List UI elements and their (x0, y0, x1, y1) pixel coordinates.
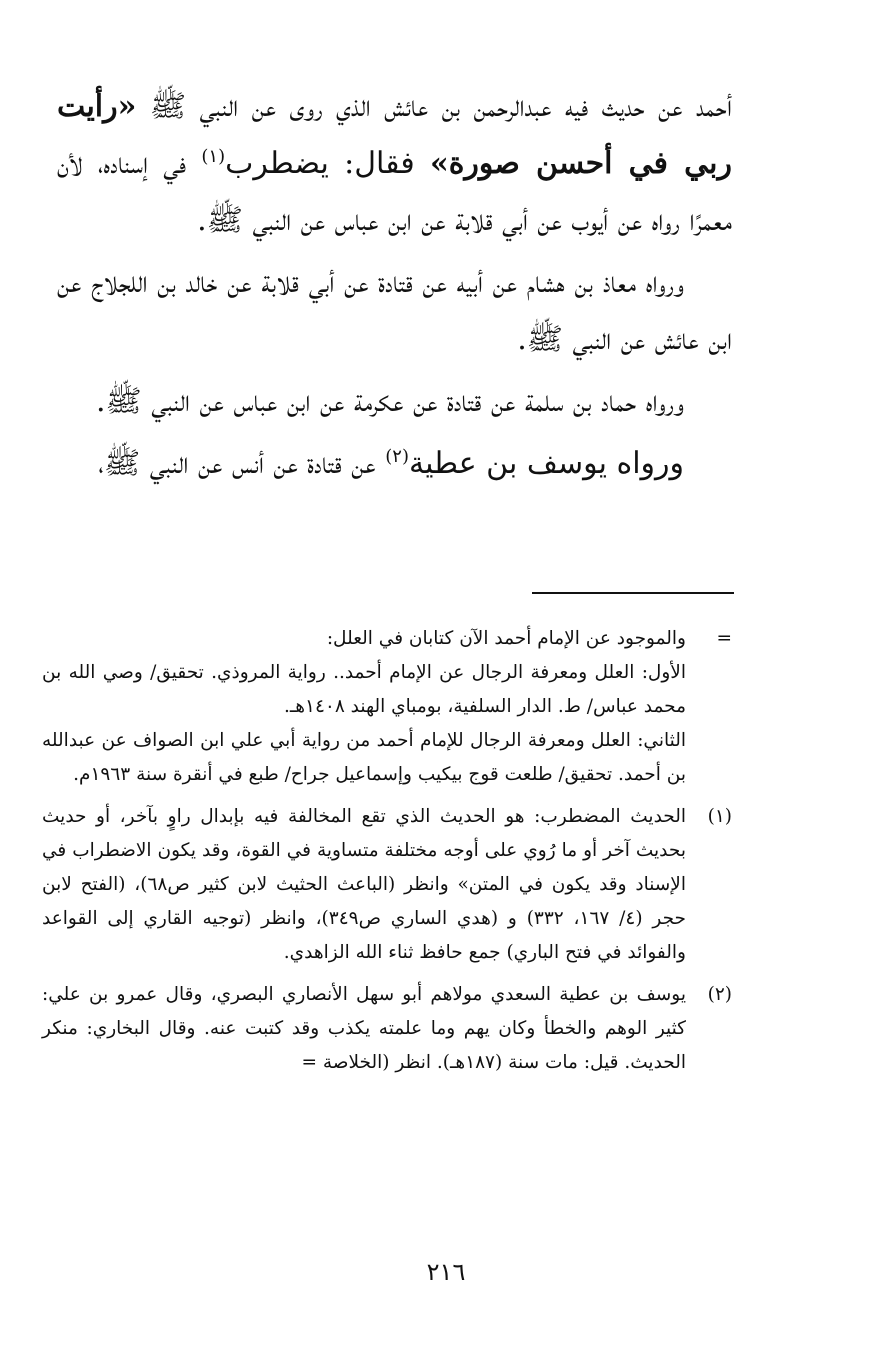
main-paragraph (57, 373, 732, 430)
footnote-number: (١) (707, 806, 732, 827)
footnote-body (42, 800, 686, 970)
footnote-number: (٢) (707, 984, 732, 1005)
main-paragraph (57, 254, 732, 368)
footnote (42, 622, 732, 792)
footnote (42, 978, 732, 1080)
footnote-marker: (١) (201, 146, 226, 167)
page-number: ٢١٦ (426, 1258, 466, 1286)
footnote-paragraph: الثاني: العلل ومعرفة الرجال للإمام أحمد من رواية أبي علي ابن الصواف عن عبدالله بن أحمد. تحقيق/ طلعت قوج بيكيب وإسماعيل جراح/ طبع في أنقرة سنة ١٩٦٣م. (42, 730, 686, 785)
footnote-paragraph: الأول: العلل ومعرفة الرجال عن الإمام أحمد.. رواية المروذي. تحقيق/ وصي الله بن محمد عباس/ ط. الدار السلفية، بومباي الهند ١٤٠٨هـ. (42, 662, 686, 717)
main-paragraph (57, 78, 732, 249)
main-paragraph (57, 435, 732, 492)
footnote-body (42, 622, 686, 792)
text-run: فقال: يضطرب (225, 146, 430, 181)
footnote-marker: (٢) (385, 446, 409, 467)
text-run: ورواه يوسف بن عطية (409, 446, 684, 481)
text-run: ورواه معاذ بن هشام عن أبيه عن قتادة عن أبي قلابة عن خالد بن اللجلاج عن ابن عائش عن النبي ﷺ. (57, 265, 732, 357)
footnote-paragraph: الحديث المضطرب: هو الحديث الذي تقع المخالفة فيه بإبدال راوٍ بآخر، أو حديث بحديث آخر أو ما رُوي على أوجه مختلفة متساوية في القوة، وقد يكون الاضطراب في الإسناد وقد يكون في المتن» وانظر (الباعث الحثيث لابن كثير ص٦٨)، (الفتح لابن حجر (٤/ ١٦٧، ٣٣٢) و (هدي الساري ص٣٤٩)، وانظر (توجيه القاري إلى القواعد والفوائد في فتح الباري) جمع حافظ ثناء الله الزاهدي. (42, 806, 686, 963)
main-text (57, 78, 732, 497)
footnote-paragraph: يوسف بن عطية السعدي مولاهم أبو سهل الأنصاري البصري، وقال عمرو بن علي: كثير الوهم والخطأ وكان يهم وما علمته يكذب وقد كتبت عنه. وقال البخاري: منكر الحديث. قيل: مات سنة (١٨٧هـ). انظر (الخلاصة = (42, 984, 686, 1073)
footnote-number: = (716, 628, 732, 649)
footnote-separator (532, 592, 734, 594)
text-run: عن قتادة عن أنس عن النبي ﷺ، (98, 446, 386, 481)
footnote-body (42, 978, 686, 1080)
text-run: في إسناده، لأن معمرًا رواه عن أيوب عن أبي قلابة عن ابن عباس عن النبي ﷺ. (57, 146, 732, 238)
text-run: أحمد عن حديث فيه عبدالرحمن بن عائش الذي روى عن النبي ﷺ (136, 89, 732, 124)
text-run: ورواه حماد بن سلمة عن قتادة عن عكرمة عن ابن عباس عن النبي ﷺ. (95, 384, 684, 419)
hadith-quote: «رأيت ربي في أحسن صورة» (57, 89, 732, 181)
footnotes (42, 622, 732, 1088)
footnote-paragraph: والموجود عن الإمام أحمد الآن كتابان في العلل: (326, 628, 686, 649)
footnote (42, 800, 732, 970)
